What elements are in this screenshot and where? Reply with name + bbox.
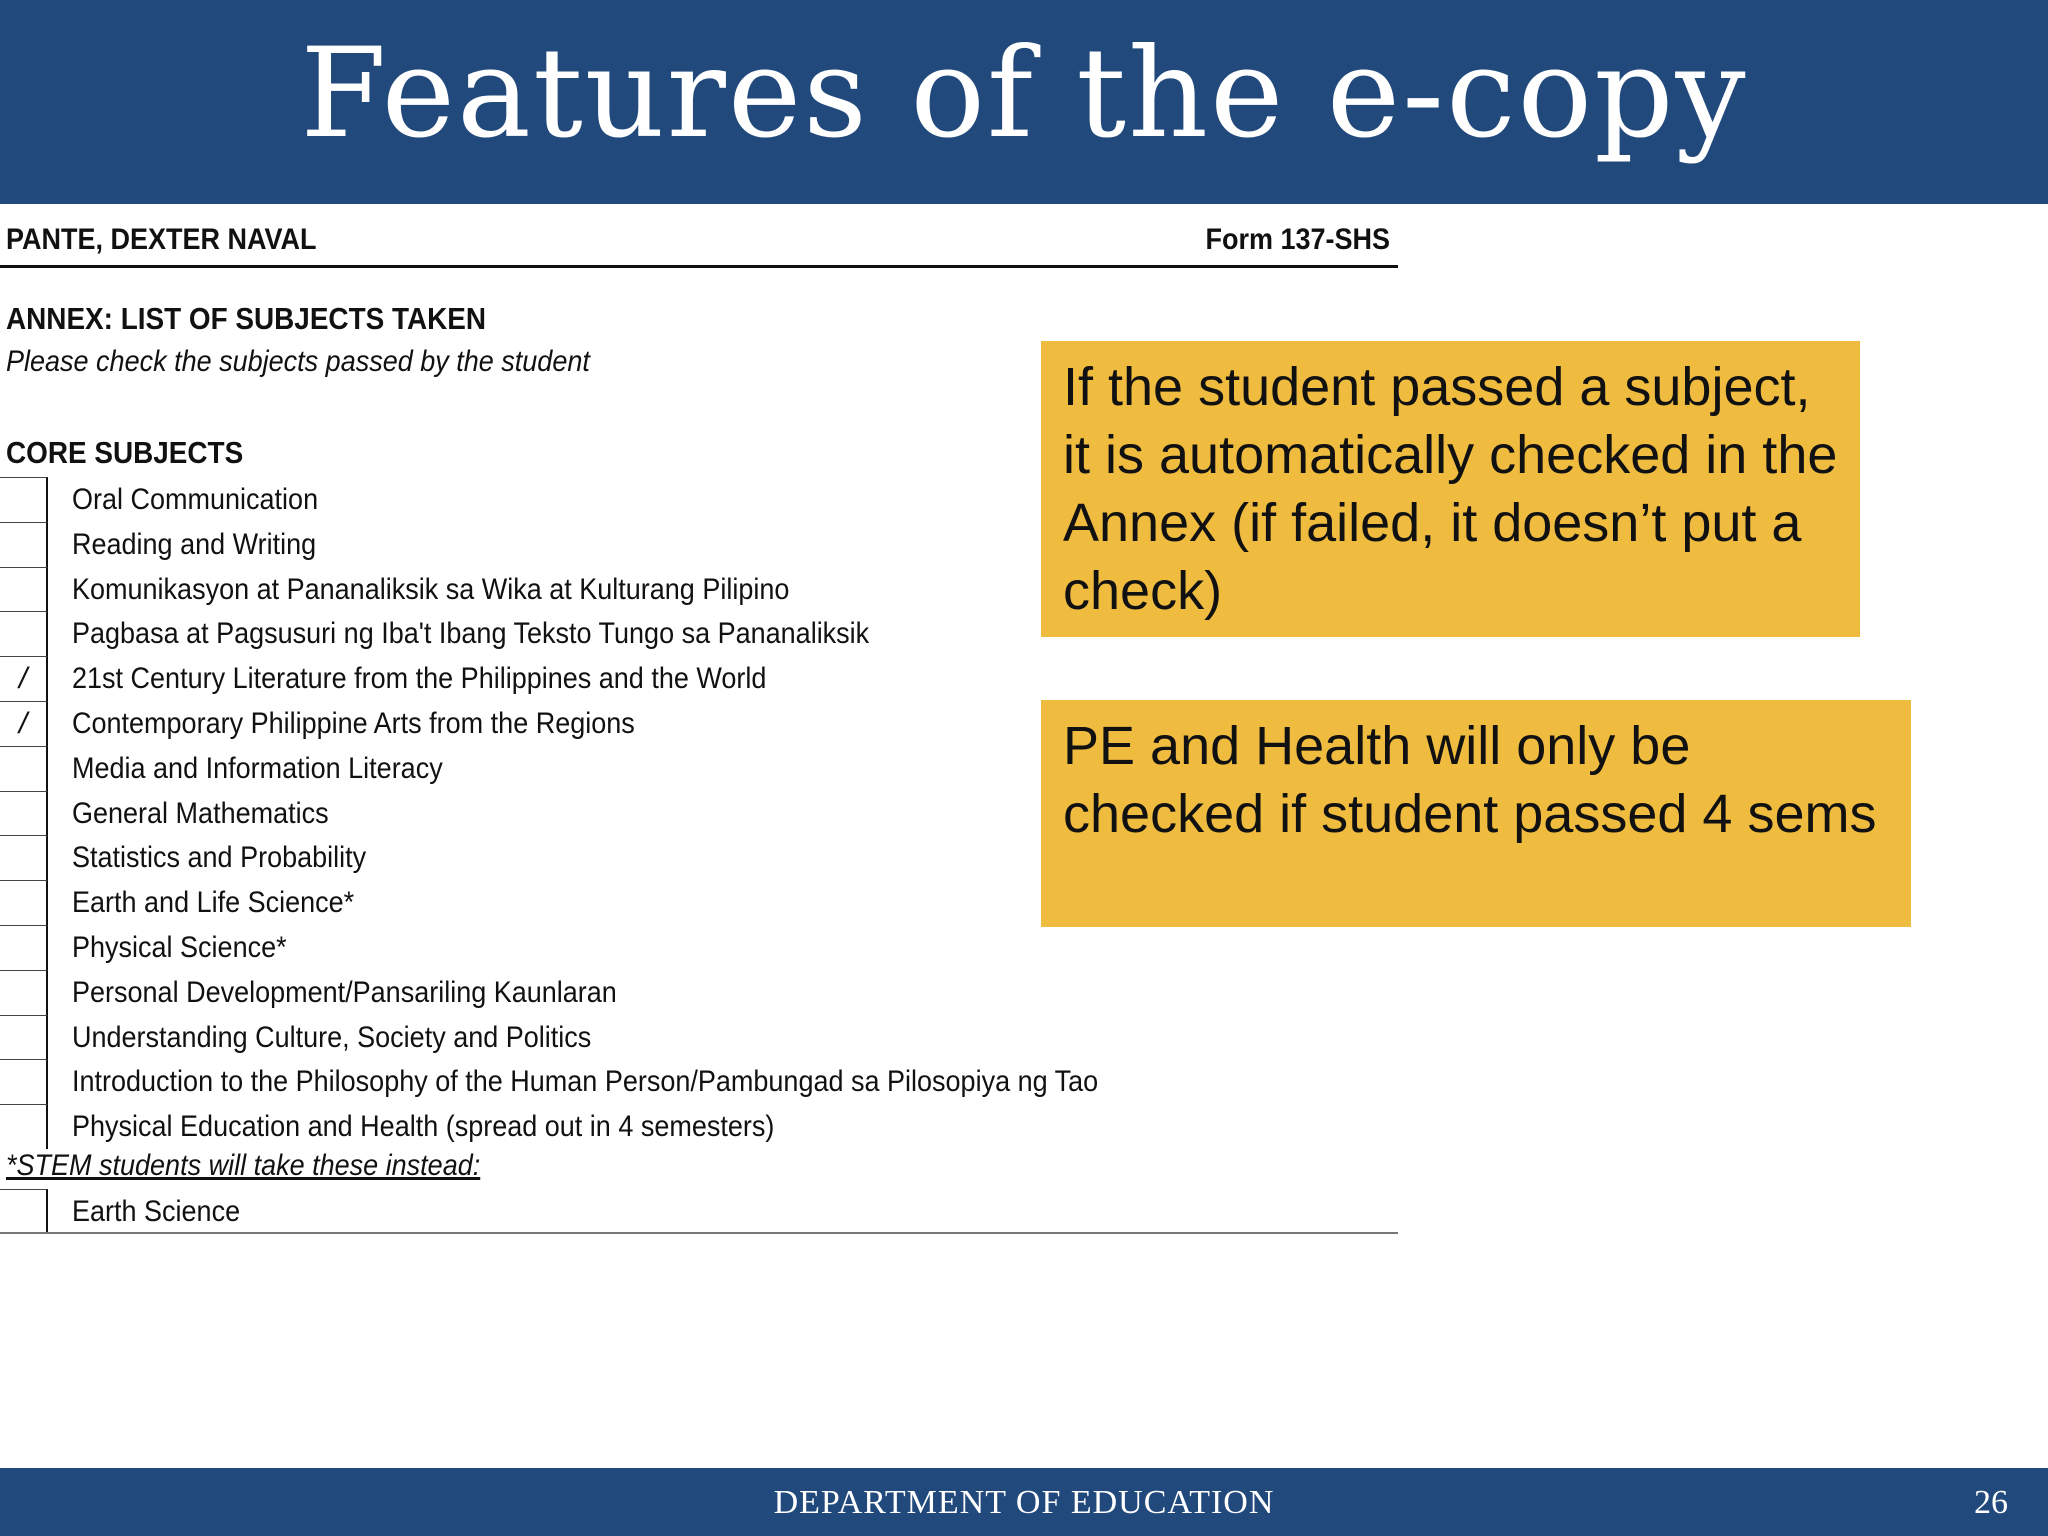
subject-checkbox (0, 925, 48, 970)
subject-label: General Mathematics (72, 796, 329, 830)
subject-checkbox (0, 746, 48, 791)
subject-checkbox (0, 1059, 48, 1104)
subject-row (0, 1015, 1398, 1060)
subject-checkbox (0, 970, 48, 1015)
callout-pe-health: PE and Health will only be checked if student passed 4 sems (1041, 700, 1911, 927)
slide-title: Features of the e-copy (300, 22, 1748, 166)
subject-row (0, 1059, 1398, 1104)
subject-label: Statistics and Probability (72, 841, 367, 875)
subject-checkbox (0, 835, 48, 880)
core-subjects-title: CORE SUBJECTS (6, 435, 244, 470)
subject-label: Understanding Culture, Society and Politics (72, 1020, 592, 1054)
subject-checkbox (0, 567, 48, 612)
annex-title: ANNEX: LIST OF SUBJECTS TAKEN (6, 301, 487, 336)
subject-checkbox: / (0, 701, 48, 746)
subject-label: Contemporary Philippine Arts from the Regions (72, 706, 635, 740)
subject-label: Oral Communication (72, 483, 319, 516)
subject-label: Pagbasa at Pagsusuri ng Iba't Ibang Teksto Tungo sa Pananaliksik (72, 617, 870, 651)
subject-checkbox (0, 522, 48, 567)
subject-checkbox: / (0, 656, 48, 701)
form-code: Form 137-SHS (1205, 223, 1390, 256)
subject-label: Media and Information Literacy (72, 751, 443, 785)
subject-label: Physical Science* (72, 930, 287, 964)
subject-row (0, 1104, 1398, 1149)
subject-checkbox (0, 1015, 48, 1060)
subject-row (0, 970, 1398, 1015)
subject-checkbox (0, 1104, 48, 1149)
subject-checkbox (0, 880, 48, 925)
footer-department: DEPARTMENT OF EDUCATION (773, 1484, 1275, 1521)
slide-number: 26 (1974, 1484, 2008, 1521)
subject-label: Personal Development/Pansariling Kaunlaran (72, 975, 617, 1009)
slide-header (0, 0, 2048, 204)
document-bottom-rule (0, 1232, 1398, 1234)
document-header (0, 215, 1398, 268)
subject-checkbox (0, 1189, 48, 1234)
subject-label: Earth Science (72, 1195, 241, 1228)
slide-footer (0, 1468, 2048, 1536)
subject-label: Komunikasyon at Pananaliksik sa Wika at Kulturang Pilipino (72, 572, 790, 606)
callout-auto-check: If the student passed a subject, it is automatically checked in the Annex (if failed, it doesn’t put a check) (1041, 341, 1860, 637)
subject-label: Reading and Writing (72, 527, 317, 561)
subject-checkbox (0, 477, 48, 522)
subject-row (0, 925, 1398, 970)
subject-checkbox (0, 791, 48, 836)
stem-note: *STEM students will take these instead: (6, 1149, 481, 1182)
subject-label: Earth and Life Science* (72, 886, 355, 920)
annex-instruction: Please check the subjects passed by the student (6, 345, 590, 378)
subject-label: Introduction to the Philosophy of the Human Person/Pambungad sa Pilosopiya ng Tao (72, 1065, 1099, 1099)
subject-label: Physical Education and Health (spread out in 4 semesters) (72, 1110, 775, 1144)
stem-subject-row (0, 1189, 1398, 1234)
subject-checkbox (0, 611, 48, 656)
student-name: PANTE, DEXTER NAVAL (6, 223, 317, 256)
subject-label: 21st Century Literature from the Philippines and the World (72, 662, 767, 696)
subject-row (0, 656, 1398, 701)
